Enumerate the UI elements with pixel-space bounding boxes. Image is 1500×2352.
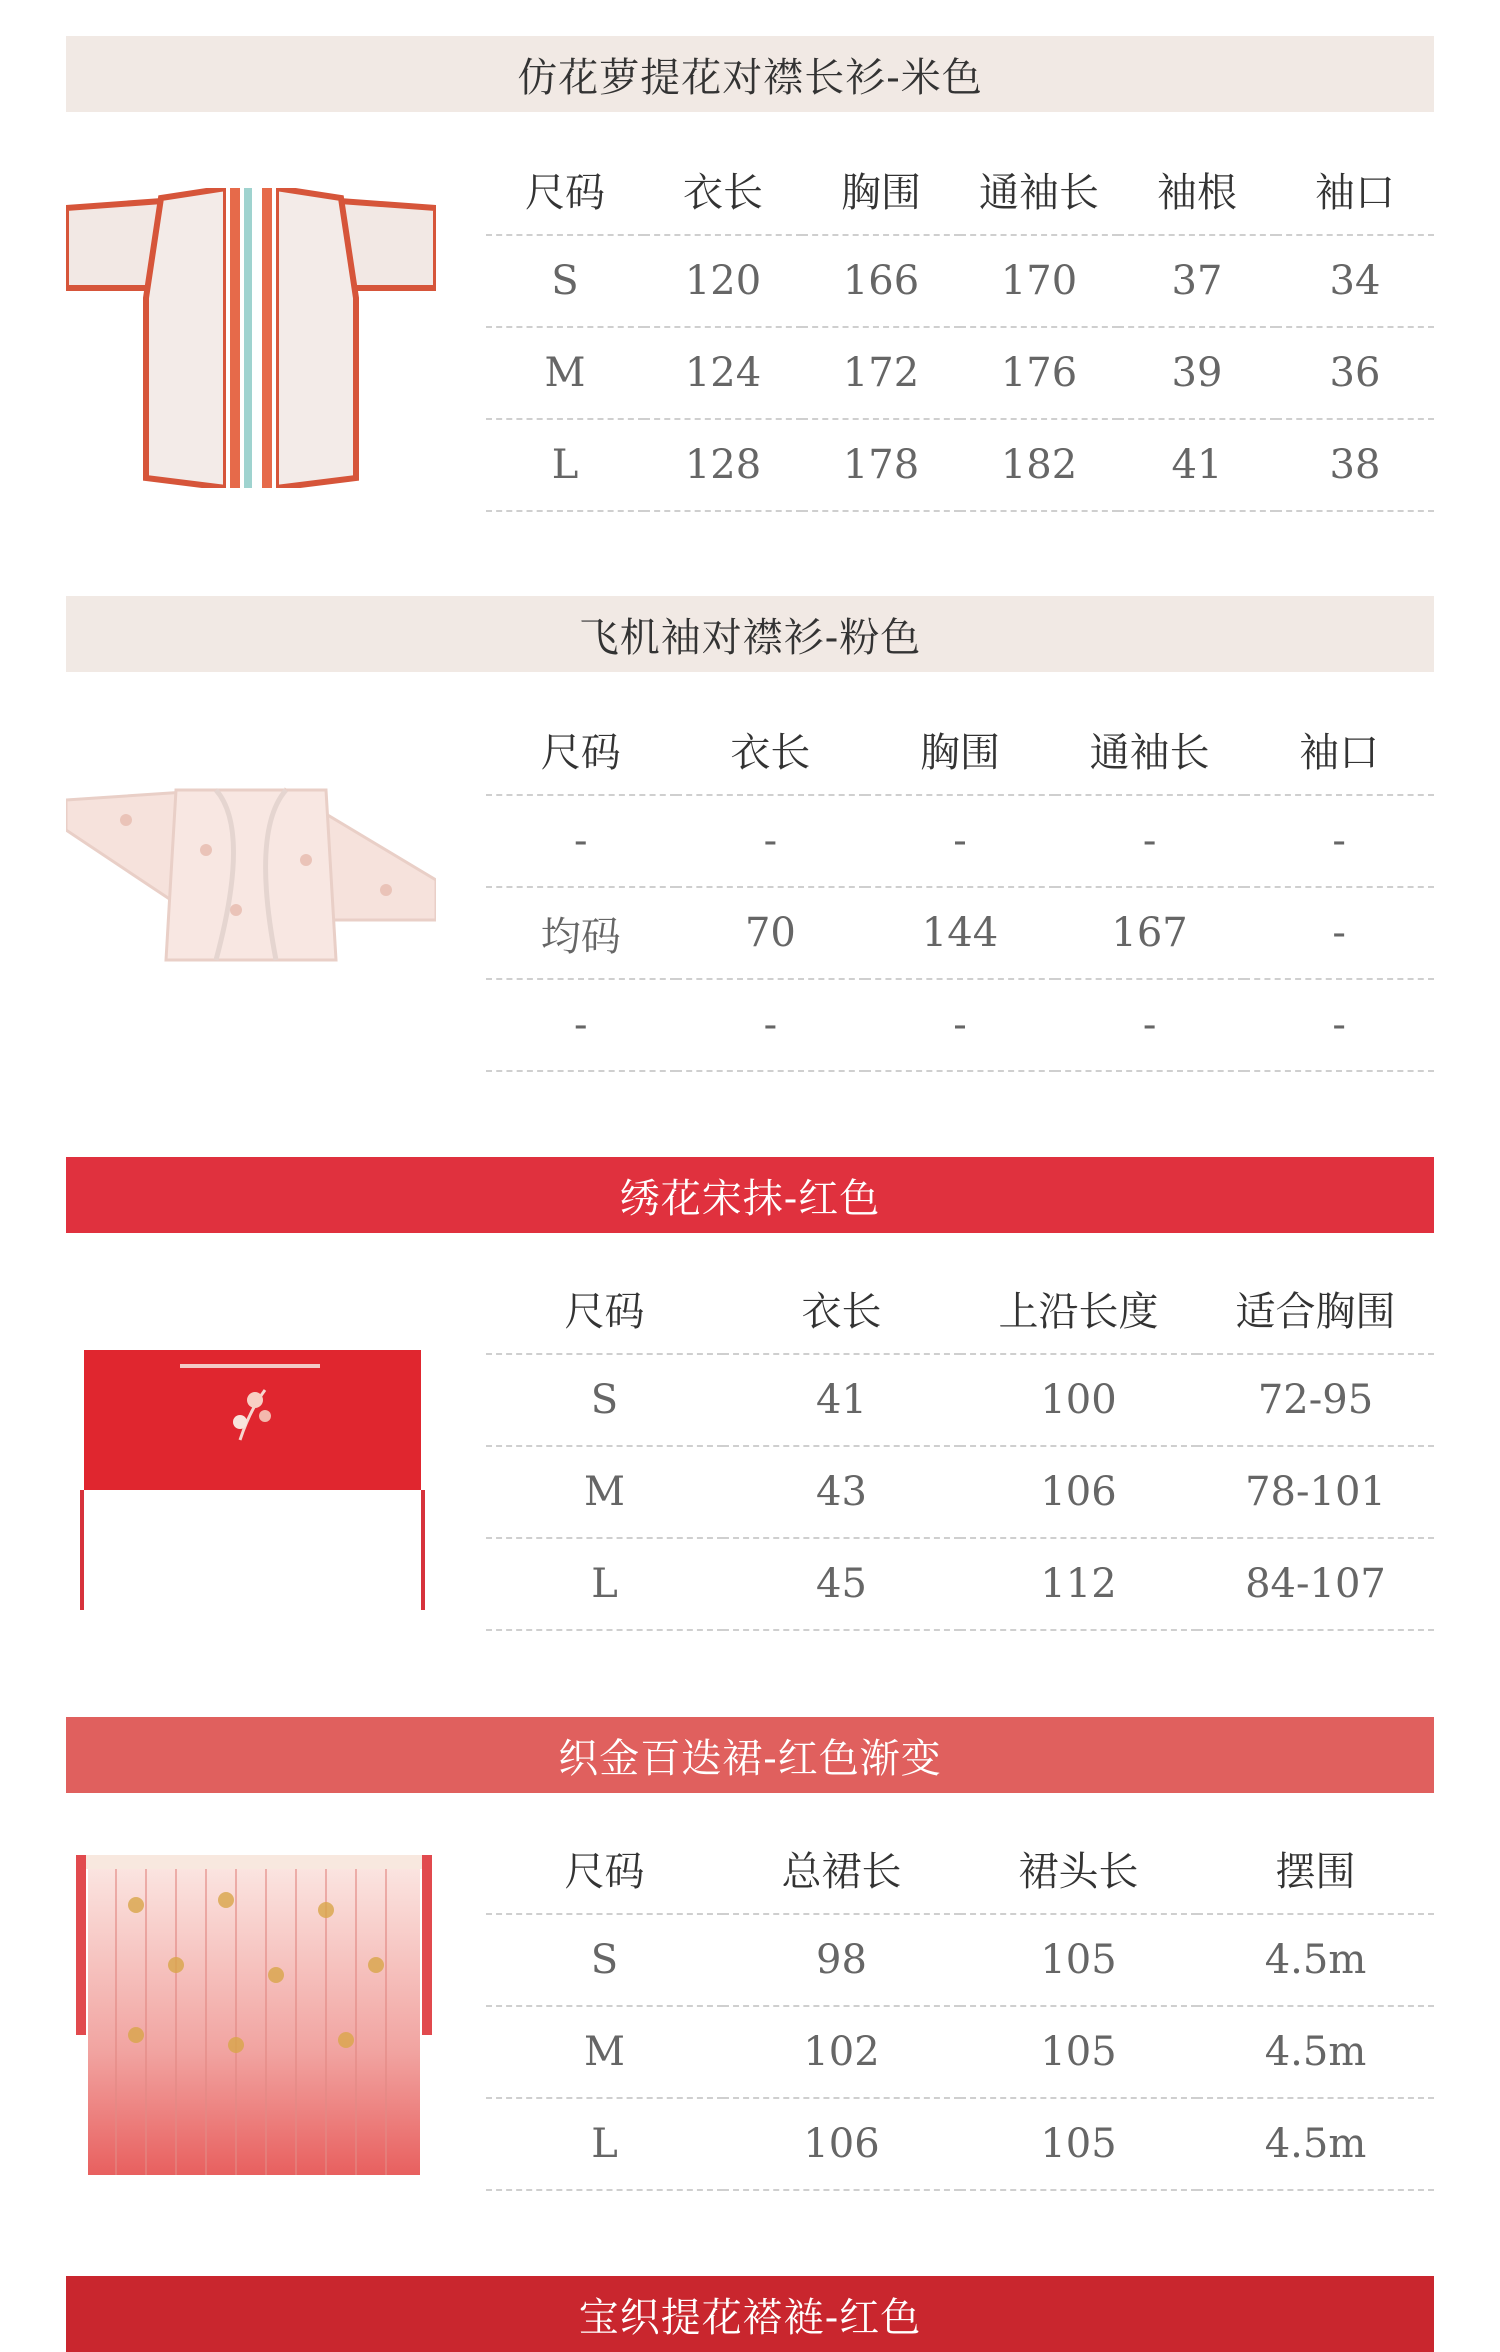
table-cell: 4.5m bbox=[1264, 2121, 1367, 2167]
table-cell: 178 bbox=[842, 442, 920, 488]
header-cell: 通袖长 bbox=[979, 169, 1099, 216]
header-cell: 衣长 bbox=[801, 1288, 882, 1335]
table-cell: 84-107 bbox=[1245, 1561, 1386, 1607]
header-cell: 胸围 bbox=[919, 729, 1000, 776]
table-cell: 4.5m bbox=[1264, 1937, 1367, 1983]
header-cell: 尺码 bbox=[564, 1288, 645, 1335]
header-cell: 尺码 bbox=[525, 169, 605, 216]
table-row bbox=[486, 327, 1434, 419]
header-cell: 袖口 bbox=[1315, 169, 1395, 216]
table-cell: 100 bbox=[1040, 1377, 1117, 1423]
table-cell: - bbox=[763, 1002, 778, 1048]
table-cell: - bbox=[1332, 818, 1346, 864]
table-cell: 38 bbox=[1329, 442, 1381, 488]
table-cell: 182 bbox=[1000, 442, 1078, 488]
table-cell: S bbox=[590, 1937, 619, 1983]
section-4-title: 织金百迭裙-红色渐变 bbox=[66, 1717, 1434, 1793]
table-cell: 70 bbox=[744, 910, 796, 956]
table-cell: 39 bbox=[1171, 350, 1223, 396]
table-cell: - bbox=[574, 1002, 588, 1048]
header-cell: 衣长 bbox=[683, 169, 763, 216]
table-cell: 45 bbox=[816, 1561, 867, 1607]
table-cell: - bbox=[574, 818, 588, 864]
table-cell: 120 bbox=[684, 258, 762, 304]
table-header-row bbox=[486, 144, 1434, 235]
header-cell: 通袖长 bbox=[1089, 729, 1210, 776]
table-header-row bbox=[486, 704, 1434, 795]
table-cell: M bbox=[544, 350, 586, 396]
table-row bbox=[486, 2098, 1434, 2190]
header-cell: 摆围 bbox=[1275, 1848, 1356, 1895]
table-row bbox=[486, 1538, 1434, 1630]
header-cell: 胸围 bbox=[841, 169, 921, 216]
header-cell: 袖口 bbox=[1299, 729, 1380, 776]
red-bodice-image bbox=[80, 1350, 425, 1610]
table-cell: - bbox=[1142, 1002, 1157, 1048]
table-cell: 128 bbox=[684, 442, 762, 488]
table-row bbox=[486, 979, 1434, 1071]
table-cell: - bbox=[953, 1002, 967, 1048]
header-cell: 袖根 bbox=[1157, 169, 1237, 216]
header-cell: 衣长 bbox=[730, 729, 811, 776]
table-cell: 105 bbox=[1040, 2029, 1117, 2075]
table-cell: 41 bbox=[1171, 442, 1223, 488]
table-cell: 4.5m bbox=[1264, 2029, 1367, 2075]
table-cell: - bbox=[1332, 910, 1346, 956]
table-row bbox=[486, 1446, 1434, 1538]
table-cell: 105 bbox=[1040, 2121, 1117, 2167]
header-cell: 裙头长 bbox=[1018, 1848, 1139, 1895]
section-2-title: 飞机袖对襟衫-粉色 bbox=[66, 596, 1434, 672]
size-table-3 bbox=[486, 1263, 1434, 1631]
table-cell: M bbox=[584, 1469, 625, 1515]
header-cell: 适合胸围 bbox=[1235, 1288, 1396, 1335]
size-table-4 bbox=[486, 1823, 1434, 2191]
table-cell: 124 bbox=[684, 350, 762, 396]
table-cell: 176 bbox=[1000, 350, 1078, 396]
table-cell: 37 bbox=[1171, 258, 1223, 304]
table-row bbox=[486, 2006, 1434, 2098]
table-cell: S bbox=[551, 258, 579, 304]
section-5-title: 宝织提花褡裢-红色 bbox=[66, 2276, 1434, 2352]
table-cell: 172 bbox=[842, 350, 920, 396]
table-cell: 78-101 bbox=[1245, 1469, 1386, 1515]
table-cell: 106 bbox=[1040, 1469, 1117, 1515]
table-cell: - bbox=[763, 818, 778, 864]
table-cell: 34 bbox=[1329, 258, 1381, 304]
table-row bbox=[486, 235, 1434, 327]
table-cell: S bbox=[590, 1377, 619, 1423]
size-table-1 bbox=[486, 144, 1434, 512]
header-cell: 尺码 bbox=[564, 1848, 645, 1895]
table-cell: 72-95 bbox=[1257, 1377, 1374, 1423]
table-row bbox=[486, 1914, 1434, 2006]
table-cell: 170 bbox=[1000, 258, 1078, 304]
section-3-title: 绣花宋抹-红色 bbox=[66, 1157, 1434, 1233]
table-cell: M bbox=[584, 2029, 625, 2075]
table-cell: 105 bbox=[1040, 1937, 1117, 1983]
table-cell: 36 bbox=[1329, 350, 1381, 396]
table-row bbox=[486, 795, 1434, 887]
table-cell: 98 bbox=[816, 1937, 867, 1983]
header-cell: 上沿长度 bbox=[998, 1288, 1159, 1335]
header-cell: 尺码 bbox=[540, 729, 621, 776]
size-table-2 bbox=[486, 704, 1434, 1072]
table-cell: 167 bbox=[1111, 910, 1188, 956]
beige-long-robe-image bbox=[66, 188, 436, 488]
header-cell: 总裙长 bbox=[781, 1848, 902, 1895]
table-row bbox=[486, 419, 1434, 511]
table-cell: - bbox=[953, 818, 967, 864]
table-cell: L bbox=[551, 442, 579, 488]
table-cell: L bbox=[591, 2121, 618, 2167]
table-cell: 166 bbox=[842, 258, 920, 304]
table-cell: - bbox=[1142, 818, 1157, 864]
table-row bbox=[486, 887, 1434, 979]
pink-jacket-image bbox=[66, 770, 436, 970]
table-cell: 144 bbox=[921, 910, 999, 956]
table-cell: - bbox=[1332, 1002, 1346, 1048]
table-header-row bbox=[486, 1263, 1434, 1354]
table-cell: 41 bbox=[816, 1377, 867, 1423]
table-cell: 102 bbox=[803, 2029, 880, 2075]
table-cell: 均码 bbox=[540, 913, 621, 960]
table-cell: 106 bbox=[803, 2121, 880, 2167]
table-cell: 43 bbox=[816, 1469, 867, 1515]
table-cell: 112 bbox=[1040, 1561, 1117, 1607]
gradient-pleated-skirt-image bbox=[76, 1855, 432, 2175]
section-1-title: 仿花萝提花对襟长衫-米色 bbox=[66, 36, 1434, 112]
table-row bbox=[486, 1354, 1434, 1446]
table-cell: L bbox=[591, 1561, 618, 1607]
table-header-row bbox=[486, 1823, 1434, 1914]
